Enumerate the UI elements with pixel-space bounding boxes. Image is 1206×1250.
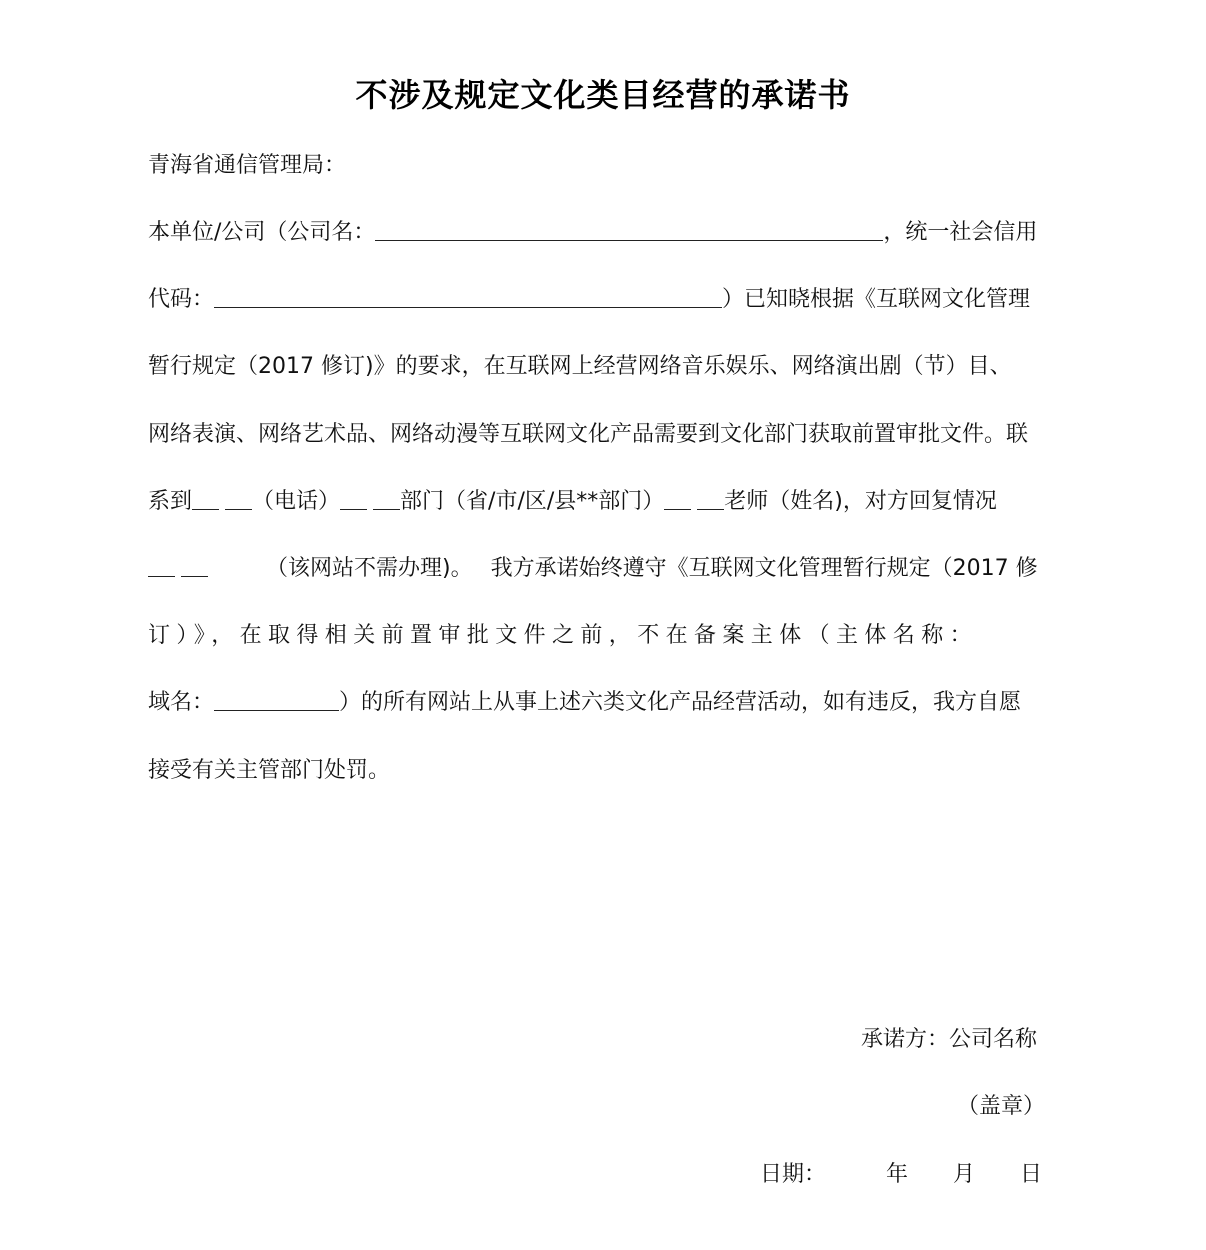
contact-blank-1b: [225, 487, 252, 510]
contact-blank-3b: [697, 487, 724, 510]
reply-blank-b: [181, 554, 208, 577]
document-title: 不涉及规定文化类目经营的承诺书: [355, 76, 851, 114]
commitment-text: 我方承诺始终遵守《互联网文化管理暂行规定（2017 修: [490, 556, 1038, 581]
contact-blank-1a: [192, 487, 219, 510]
date-day: 日: [1020, 1162, 1043, 1187]
paragraph-line-company-name: [148, 218, 1043, 248]
domain-label: 域名：: [148, 690, 215, 715]
company-name-blank: [375, 218, 883, 241]
regulation-reference: ）已知晓根据《互联网文化管理: [722, 287, 1031, 312]
credit-code-prefix: 代码：: [148, 287, 215, 312]
date-month: 月: [953, 1162, 976, 1187]
credit-code-label: ，统一社会信用: [883, 220, 1038, 245]
paragraph-line-domain: [148, 688, 1043, 718]
reply-note: （该网站不需办理)。: [266, 556, 473, 581]
contact-blank-2a: [340, 487, 367, 510]
contact-blank-3a: [664, 487, 691, 510]
domain-statement: ）的所有网站上从事上述六类文化产品经营活动，如有违反，我方自愿: [339, 690, 1022, 715]
paragraph-line-10: 接受有关主管部门处罚。: [148, 758, 391, 783]
date-line: [760, 1160, 1042, 1190]
date-label: 日期：: [760, 1162, 827, 1187]
contact-blank-2b: [373, 487, 400, 510]
company-name-label: 本单位/公司（公司名：: [148, 220, 376, 245]
promisor-line: 承诺方：公司名称: [861, 1027, 1038, 1052]
paragraph-line-8: 订）》，在取得相关前置审批文件之前，不在备案主体（主体名称：: [148, 623, 979, 648]
paragraph-line-contact: [148, 487, 1043, 517]
paragraph-line-4: 暂行规定（2017 修订)》的要求，在互联网上经营网络音乐娱乐、网络演出剧（节）目、: [148, 354, 1012, 379]
teacher-label: 老师（姓名)，对方回复情况: [724, 489, 997, 514]
department-label: 部门（省/市/区/县**部门）: [400, 489, 665, 514]
paragraph-line-credit-code: [148, 285, 1043, 315]
phone-label: （电话）: [252, 489, 341, 514]
contact-prefix: 系到: [148, 489, 193, 514]
paragraph-line-5: 网络表演、网络艺术品、网络动漫等互联网文化产品需要到文化部门获取前置审批文件。联: [148, 422, 1029, 447]
date-year: 年: [886, 1162, 909, 1187]
domain-blank: [214, 688, 339, 711]
reply-blank-a: [148, 554, 175, 577]
paragraph-line-reply: [148, 554, 1043, 584]
salutation: 青海省通信管理局：: [148, 153, 347, 178]
seal-note: （盖章）: [957, 1094, 1046, 1119]
credit-code-blank: [214, 285, 722, 308]
